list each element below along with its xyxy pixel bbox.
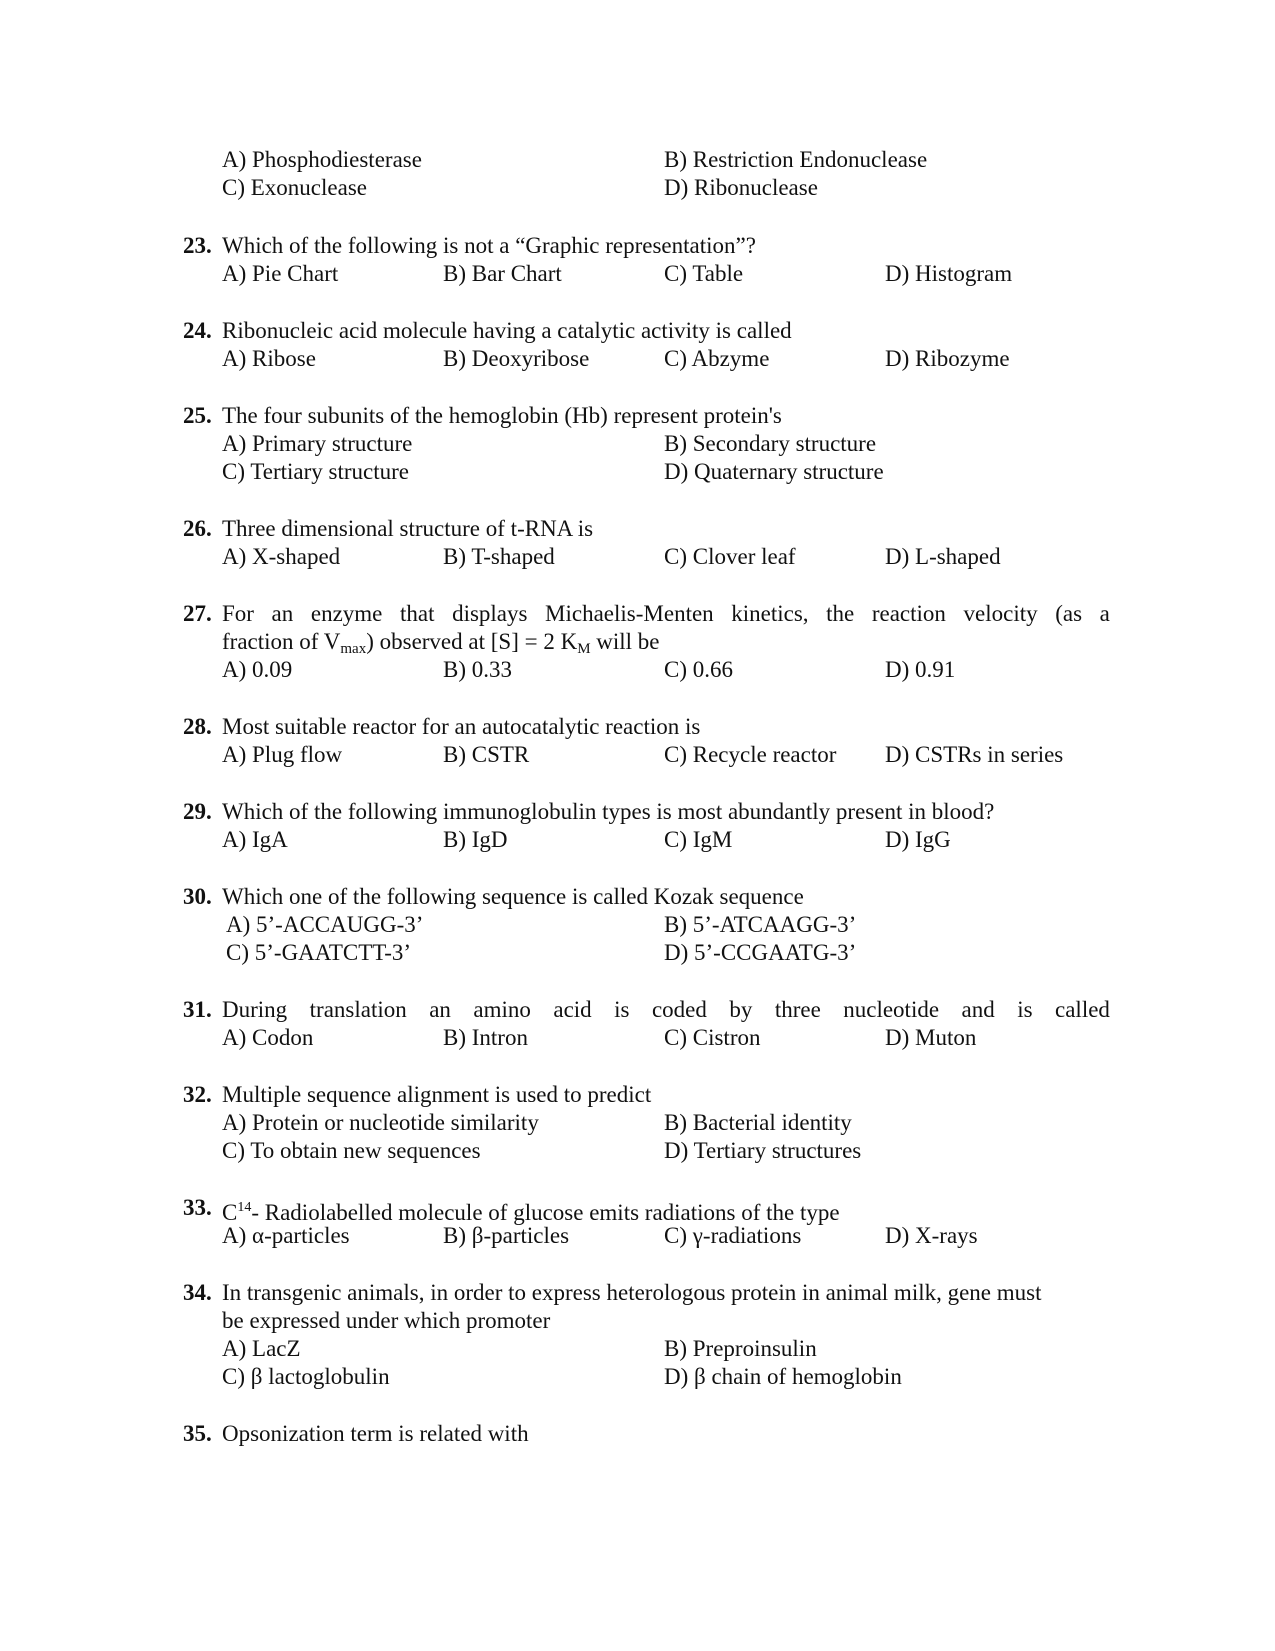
- q31-option-a: A) Codon: [222, 1025, 314, 1050]
- q28-option-a: A) Plug flow: [222, 742, 343, 767]
- q34-option-d: D) β chain of hemoglobin: [664, 1364, 902, 1389]
- q27-word: velocity: [963, 601, 1038, 626]
- q23-option-d: D) Histogram: [885, 261, 1013, 286]
- q31-word: by: [729, 997, 753, 1022]
- q33-text-part: - Radiolabelled molecule of glucose emits radiations of the type: [251, 1200, 840, 1225]
- q30-option-d: D) 5’-CCGAATG-3’: [664, 940, 857, 965]
- q34-option-b: B) Preproinsulin: [664, 1336, 817, 1361]
- q27-option-c: C) 0.66: [664, 657, 733, 682]
- q25-option-c: C) Tertiary structure: [222, 459, 410, 484]
- q27-text-part: ) observed at [S] = 2 K: [366, 629, 578, 654]
- q31-word: translation: [309, 997, 407, 1022]
- q27-text-part: fraction of V: [222, 629, 341, 654]
- km-subscript: M: [577, 641, 591, 657]
- q27-word: an: [271, 601, 294, 626]
- q27-word: Michaelis-Menten: [545, 601, 714, 626]
- q31-word: an: [429, 997, 451, 1022]
- q25-question: The four subunits of the hemoglobin (Hb) represent protein's: [222, 403, 782, 428]
- q31-word: amino: [473, 997, 531, 1022]
- q33-option-b: B) β-particles: [443, 1223, 570, 1248]
- q28-question: Most suitable reactor for an autocatalytic reaction is: [222, 714, 701, 739]
- q31-word: coded: [651, 997, 707, 1022]
- q30-number: 30.: [183, 884, 212, 909]
- q31-option-c: C) Cistron: [664, 1025, 761, 1050]
- q33-option-a: A) α-particles: [222, 1223, 350, 1248]
- q27-option-b: B) 0.33: [443, 657, 512, 682]
- q27-word: reaction: [871, 601, 946, 626]
- q24-option-c: C) Abzyme: [664, 346, 770, 371]
- q31-word: and: [961, 997, 995, 1022]
- q31-number: 31.: [183, 997, 212, 1022]
- q23-question: Which of the following is not a “Graphic representation”?: [222, 233, 756, 258]
- q27-word: a: [1099, 601, 1110, 626]
- q33-option-d: D) X-rays: [885, 1223, 978, 1248]
- q32-option-b: B) Bacterial identity: [664, 1110, 852, 1135]
- c14-superscript: 14: [237, 1200, 252, 1215]
- q24-question: Ribonucleic acid molecule having a catalytic activity is called: [222, 318, 792, 343]
- q30-option-c: C) 5’-GAATCTT-3’: [226, 940, 412, 965]
- q27-option-a: A) 0.09: [222, 657, 293, 682]
- q33-text-part: C: [222, 1200, 238, 1225]
- q27-text-part: will be: [590, 629, 660, 654]
- q26-option-d: D) L-shaped: [885, 544, 1001, 569]
- q31-word: called: [1055, 997, 1110, 1022]
- q31-option-d: D) Muton: [885, 1025, 977, 1050]
- q26-option-a: A) X-shaped: [222, 544, 341, 569]
- q24-number: 24.: [183, 318, 212, 343]
- q27-word: displays: [452, 601, 528, 626]
- q23-number: 23.: [183, 233, 212, 258]
- q28-number: 28.: [183, 714, 212, 739]
- q34-option-c: C) β lactoglobulin: [222, 1364, 390, 1389]
- q32-question: Multiple sequence alignment is used to predict: [222, 1082, 652, 1107]
- q27-word: enzyme: [310, 601, 383, 626]
- q24-option-b: B) Deoxyribose: [443, 346, 590, 371]
- q31-word: During: [222, 997, 288, 1022]
- q24-option-a: A) Ribose: [222, 346, 316, 371]
- q29-option-b: B) IgD: [443, 827, 508, 852]
- q27-word: that: [399, 601, 435, 626]
- q34-number: 34.: [183, 1280, 212, 1305]
- q27-word: (as: [1055, 601, 1083, 626]
- q30-option-a: A) 5’-ACCAUGG-3’: [226, 912, 424, 937]
- q25-number: 25.: [183, 403, 212, 428]
- q22-option-a: A) Phosphodiesterase: [222, 147, 422, 172]
- q32-option-a: A) Protein or nucleotide similarity: [222, 1110, 539, 1135]
- q31-word: acid: [553, 997, 592, 1022]
- q32-option-c: C) To obtain new sequences: [222, 1138, 481, 1163]
- q31-word: is: [614, 997, 630, 1022]
- q35-question: Opsonization term is related with: [222, 1421, 529, 1446]
- q28-option-b: B) CSTR: [443, 742, 530, 767]
- q31-question: [222, 996, 1110, 1024]
- q29-question: Which of the following immunoglobulin types is most abundantly present in blood?: [222, 799, 995, 824]
- q32-option-d: D) Tertiary structures: [664, 1138, 862, 1163]
- q27-word: kinetics,: [731, 601, 809, 626]
- q29-option-a: A) IgA: [222, 827, 288, 852]
- q32-number: 32.: [183, 1082, 212, 1107]
- vmax-subscript: max: [340, 641, 367, 657]
- q29-option-c: C) IgM: [664, 827, 733, 852]
- q22-option-d: D) Ribonuclease: [664, 175, 818, 200]
- q31-word: nucleotide: [843, 997, 940, 1022]
- q26-number: 26.: [183, 516, 212, 541]
- q34-question-line1: In transgenic animals, in order to express heterologous protein in animal milk, gene must: [222, 1280, 1042, 1305]
- q35-number: 35.: [183, 1421, 212, 1446]
- q22-option-b: B) Restriction Endonuclease: [664, 147, 928, 172]
- q30-question: Which one of the following sequence is called Kozak sequence: [222, 884, 804, 909]
- q26-option-c: C) Clover leaf: [664, 544, 796, 569]
- q23-option-c: C) Table: [664, 261, 744, 286]
- q34-question-line2: be expressed under which promoter: [222, 1308, 551, 1333]
- q30-option-b: B) 5’-ATCAAGG-3’: [664, 912, 857, 937]
- q24-option-d: D) Ribozyme: [885, 346, 1010, 371]
- q25-option-a: A) Primary structure: [222, 431, 413, 456]
- q26-question: Three dimensional structure of t-RNA is: [222, 516, 594, 541]
- q27-option-d: D) 0.91: [885, 657, 956, 682]
- q31-option-b: B) Intron: [443, 1025, 528, 1050]
- q23-option-a: A) Pie Chart: [222, 261, 339, 286]
- q27-number: 27.: [183, 601, 212, 626]
- q31-word: is: [1017, 997, 1033, 1022]
- q28-option-d: D) CSTRs in series: [885, 742, 1064, 767]
- q26-option-b: B) T-shaped: [443, 544, 555, 569]
- q27-word: the: [826, 601, 855, 626]
- q27-word: For: [222, 601, 254, 626]
- q28-option-c: C) Recycle reactor: [664, 742, 837, 767]
- q25-option-b: B) Secondary structure: [664, 431, 877, 456]
- q33-number: 33.: [183, 1195, 212, 1220]
- q31-word: three: [774, 997, 821, 1022]
- q29-number: 29.: [183, 799, 212, 824]
- q23-option-b: B) Bar Chart: [443, 261, 562, 286]
- q22-option-c: C) Exonuclease: [222, 175, 367, 200]
- q25-option-d: D) Quaternary structure: [664, 459, 884, 484]
- q33-option-c: C) γ-radiations: [664, 1223, 802, 1248]
- q29-option-d: D) IgG: [885, 827, 951, 852]
- q34-option-a: A) LacZ: [222, 1336, 301, 1361]
- q27-question-line1: [222, 600, 1110, 628]
